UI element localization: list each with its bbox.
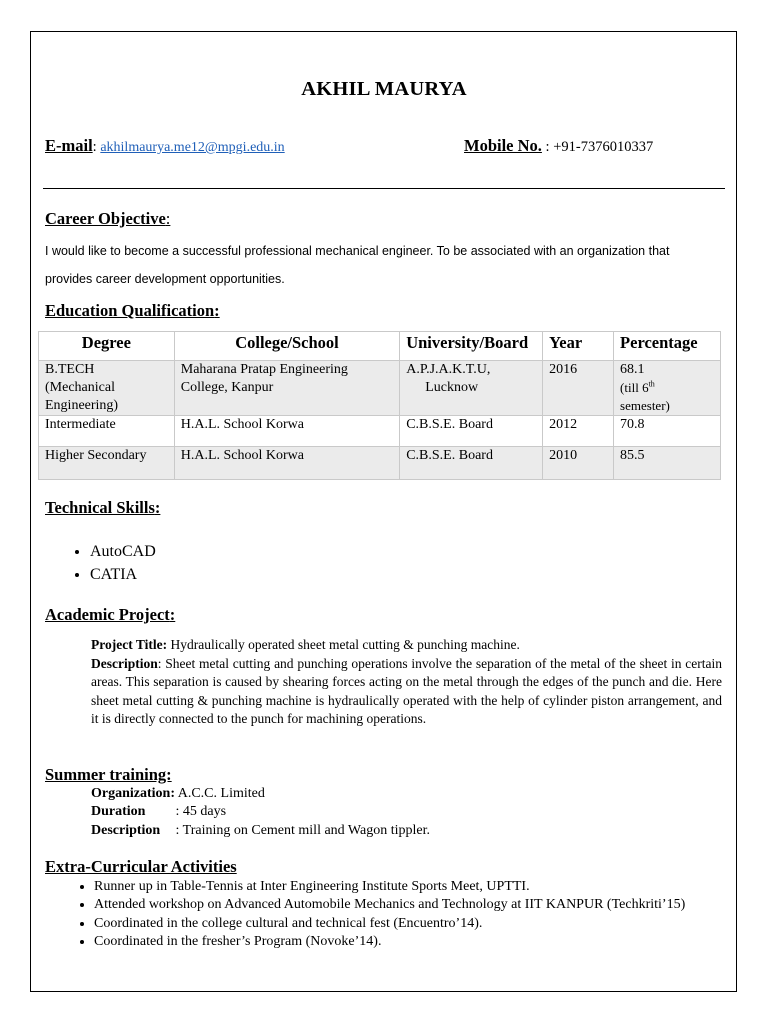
organization-label: Organization:: [91, 786, 175, 801]
technical-skills-heading: [45, 498, 160, 518]
education-table-header: [39, 332, 721, 361]
college-cell: H.A.L. School Korwa: [174, 447, 399, 480]
percentage-note-sup: th: [648, 379, 655, 389]
project-title-label: Project Title:: [91, 637, 168, 652]
training-description-value: : Training on Cement mill and Wagon tippler.: [172, 822, 430, 838]
project-description-label: Description: [91, 655, 158, 671]
project-description-text: : Sheet metal cutting and punching operations involve the separation of the metal of the sheet in certain areas. This separation is caused by shearing forces acting on the metal through the edges of the punch and die. Here sheet metal cutting & punching machine is hydraulically operated with the help of cylinder piston arrangement, and it is directly connected to the punch for machining operations.: [91, 655, 722, 727]
degree-cell: B.TECH (Mechanical Engineering): [39, 361, 175, 416]
technical-skills-colon: :: [154, 498, 161, 517]
academic-project-title: Academic Project: [45, 605, 170, 624]
mobile-line: [464, 136, 653, 156]
college-cell: Maharana Pratap Engineering College, Kanpur: [174, 361, 399, 416]
degree-cell: Intermediate: [39, 416, 175, 447]
college-cell: H.A.L. School Korwa: [174, 416, 399, 447]
career-objective-text: I would like to become a successful professional mechanical engineer. To be associated with an organization that provides career development opportunities.: [45, 244, 670, 286]
summer-training-heading: Summer training:: [45, 765, 172, 784]
column-header: Degree: [39, 332, 175, 361]
skills-list: [68, 540, 156, 586]
year-cell: 2010: [543, 447, 614, 480]
board-line: Lucknow: [425, 380, 479, 395]
column-header: College/School: [174, 332, 399, 361]
list-item: • Coordinated in the fresher’s Program (Novoke’14).: [94, 933, 734, 951]
duration-value: : 45 days: [172, 804, 227, 820]
training-description: [91, 822, 430, 840]
list-item: • Runner up in Table-Tennis at Inter Engineering Institute Sports Meet, UPTTI.: [94, 878, 734, 896]
list-item: • Coordinated in the college cultural and technical fest (Encuentro’14).: [94, 915, 734, 933]
academic-project-heading: [45, 605, 175, 625]
table-row: [39, 361, 721, 416]
percentage-cell: [614, 361, 721, 416]
email-label: E-mail: [45, 136, 93, 155]
technical-skills-title: Technical Skills: [45, 498, 155, 517]
list-item: • Attended workshop on Advanced Automobile Mechanics and Technology at IIT KANPUR (Techkriti’15): [94, 896, 734, 914]
education-title: Education Qualification: [45, 301, 215, 320]
mobile-label: Mobile No.: [464, 136, 542, 155]
email-link[interactable]: akhilmaurya.me12@mpgi.edu.in: [100, 140, 285, 155]
education-table: [38, 331, 721, 480]
email-separator: :: [92, 139, 101, 155]
header-divider: [43, 188, 725, 189]
table-row: [39, 447, 721, 480]
career-objective-colon: :: [165, 209, 171, 228]
education-colon: :: [214, 301, 220, 320]
column-header: Year: [543, 332, 614, 361]
academic-project-colon: :: [169, 605, 176, 624]
project-title-line: [91, 636, 722, 655]
email-line: [45, 136, 285, 156]
mobile-value: +91-7376010337: [553, 139, 654, 155]
list-item: • AutoCAD: [90, 540, 156, 563]
organization-value: A.C.C. Limited: [175, 786, 265, 801]
table-row: [39, 416, 721, 447]
training-duration: [91, 803, 430, 821]
summer-training-details: [91, 785, 430, 840]
percentage-note: (till 6: [620, 380, 649, 395]
extra-curricular-list: [73, 878, 734, 951]
board-cell: C.B.S.E. Board: [400, 416, 543, 447]
board-line: A.P.J.A.K.T.U,: [406, 362, 491, 377]
project-details: [91, 636, 722, 729]
degree-cell: Higher Secondary: [39, 447, 175, 480]
column-header: Percentage: [614, 332, 721, 361]
percentage-value: 68.1: [620, 362, 645, 377]
percentage-cell: 85.5: [614, 447, 721, 480]
training-organization: [91, 785, 430, 803]
board-cell: [400, 361, 543, 416]
mobile-separator: :: [541, 139, 554, 155]
year-cell: 2016: [543, 361, 614, 416]
career-objective-title: Career Objective: [45, 209, 166, 228]
project-title-value: Hydraulically operated sheet metal cutting & punching machine.: [167, 637, 520, 652]
percentage-cell: 70.8: [614, 416, 721, 447]
list-item: • CATIA: [90, 563, 156, 586]
board-cell: C.B.S.E. Board: [400, 447, 543, 480]
duration-label: Duration: [91, 804, 146, 820]
candidate-name: AKHIL MAURYA: [301, 78, 467, 100]
education-heading: [45, 301, 220, 321]
project-description: [91, 655, 722, 729]
year-cell: 2012: [543, 416, 614, 447]
training-description-label: Description: [91, 822, 161, 838]
extra-curricular-heading: Extra-Curricular Activities: [45, 857, 237, 876]
percentage-note: semester): [620, 398, 670, 413]
column-header: University/Board: [400, 332, 543, 361]
career-objective-heading: [45, 209, 170, 229]
